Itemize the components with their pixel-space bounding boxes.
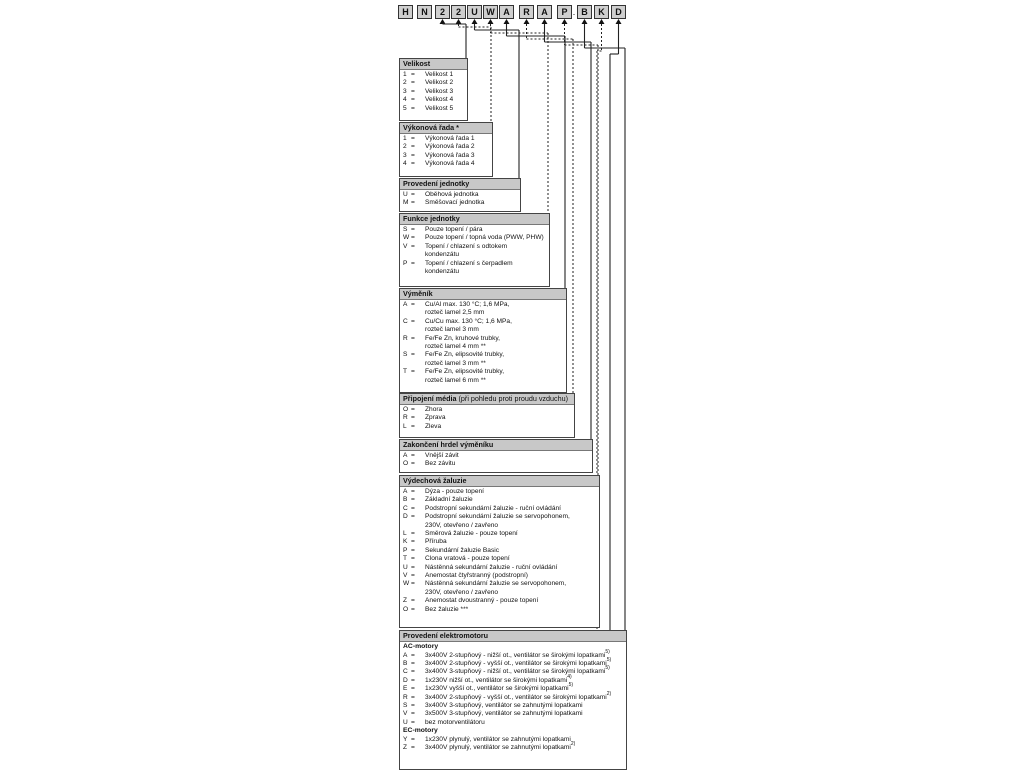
option-label: 3x400V 2-stupňový - nižší ot., ventilátor se širokými lopatkami	[425, 651, 606, 659]
option-label: Zleva	[425, 422, 442, 430]
option-row	[403, 309, 563, 317]
option-equals: =	[411, 735, 415, 743]
option-row	[403, 547, 596, 555]
option-equals	[411, 309, 425, 317]
option-equals: =	[411, 597, 415, 605]
option-label: Nástěnná sekundární žaluzie - ruční ovládání	[425, 563, 558, 571]
option-row	[403, 199, 517, 207]
option-row	[403, 597, 596, 605]
option-key	[403, 343, 411, 351]
option-equals: =	[411, 693, 415, 701]
option-box-title	[400, 123, 492, 134]
option-row	[403, 555, 596, 563]
option-label: kondenzátu	[425, 268, 460, 276]
option-key: E	[403, 685, 408, 693]
option-equals: =	[411, 651, 415, 659]
option-row	[403, 572, 596, 580]
option-row	[403, 143, 489, 151]
option-label: Výkonová řada 3	[425, 151, 475, 159]
option-equals: =	[411, 605, 415, 613]
option-box-title	[400, 394, 574, 405]
option-row	[403, 741, 623, 752]
option-box-title-note: (při pohledu proti proudu vzduchu)	[456, 394, 569, 403]
option-row	[403, 368, 563, 376]
option-key: S	[403, 351, 408, 359]
option-row	[403, 580, 596, 588]
option-label: Směšovací jednotka	[425, 199, 485, 207]
option-key: A	[403, 452, 408, 459]
option-equals	[411, 360, 425, 368]
option-row	[403, 243, 546, 251]
code-cell-1: H	[398, 5, 413, 19]
option-equals: =	[411, 160, 415, 168]
option-row	[403, 648, 623, 660]
option-equals: =	[411, 79, 415, 87]
option-equals: =	[411, 301, 415, 308]
option-key: D	[403, 513, 408, 521]
code-cell-10: P	[557, 5, 572, 19]
option-key: L	[403, 530, 407, 538]
option-row	[403, 251, 546, 259]
option-equals: =	[411, 191, 415, 198]
connector-arrow	[456, 19, 462, 24]
option-key: R	[403, 414, 408, 422]
option-key: S	[403, 702, 408, 710]
option-row	[403, 665, 623, 676]
connector-arrow	[599, 19, 605, 24]
option-equals: =	[411, 414, 415, 422]
option-equals: =	[411, 460, 415, 468]
option-row	[403, 513, 596, 521]
option-key: 3	[403, 87, 407, 95]
option-row	[403, 260, 546, 268]
option-label: 3x400V 2-stupňový - vyšší ot., ventilátor se širokými lopatkami	[425, 660, 607, 667]
option-label: Anemostat dvoustranný - pouze topení	[425, 597, 539, 605]
option-row	[403, 406, 571, 414]
option-equals	[411, 522, 425, 530]
option-row	[403, 682, 623, 693]
option-label: bez motorventilátoru	[425, 718, 485, 726]
footnote-mark: 5)	[605, 648, 610, 655]
option-key: Y	[403, 735, 408, 743]
connector-arrow	[616, 19, 622, 24]
option-equals: =	[411, 96, 415, 104]
code-cell-3: 2	[435, 5, 450, 19]
option-row	[403, 191, 517, 199]
option-equals: =	[411, 513, 415, 521]
option-key: V	[403, 572, 408, 580]
option-box	[399, 475, 600, 628]
option-equals: =	[411, 71, 415, 78]
option-box-title-text: Funkce jednotky	[403, 214, 460, 223]
option-row	[403, 318, 563, 326]
option-equals: =	[411, 151, 415, 159]
option-label: Anemostat čtyřstranný (podstropní)	[425, 572, 528, 580]
option-row	[403, 488, 596, 496]
option-key: 1	[403, 135, 407, 142]
option-key: P	[403, 259, 408, 267]
code-separator: .	[572, 7, 576, 17]
option-equals: =	[411, 563, 415, 571]
option-equals: =	[411, 368, 415, 376]
option-key	[403, 326, 411, 334]
code-cell-7: A	[499, 5, 514, 19]
option-key: T	[403, 555, 408, 563]
option-key	[403, 309, 411, 317]
option-key: R	[403, 693, 408, 701]
option-equals: =	[411, 242, 415, 250]
option-label: Podstropní sekundární žaluzie se servopohonem,	[425, 513, 570, 521]
option-key: M	[403, 199, 409, 207]
option-row	[403, 702, 623, 710]
option-key: U	[403, 563, 408, 571]
option-equals: =	[411, 406, 415, 413]
option-label: Topení / chlazení s odtokem	[425, 242, 508, 250]
option-key: B	[403, 496, 408, 504]
option-key: Z	[403, 597, 408, 605]
option-key: R	[403, 334, 408, 342]
option-equals: =	[411, 702, 415, 710]
option-key: O	[403, 605, 409, 613]
option-row	[403, 452, 589, 460]
code-cell-13: D	[611, 5, 626, 19]
code-cell-12: K	[594, 5, 609, 19]
option-row	[403, 538, 596, 546]
option-equals: =	[411, 530, 415, 538]
option-label: 230V, otevřeno / zavřeno	[425, 521, 499, 529]
option-label: 230V, otevřeno / zavřeno	[425, 588, 499, 596]
option-label: 1x230V plynulý, ventilátor se zahnutými lopatkami	[425, 735, 571, 743]
option-row	[403, 301, 563, 309]
footnote-mark: 2)	[570, 741, 576, 748]
option-label: Směrová žaluzie - pouze topení	[425, 530, 518, 538]
option-label: Velikost 1	[425, 71, 454, 78]
option-box	[399, 630, 627, 770]
option-label: 1x230V vyšší ot., ventilátor se širokými lopatkami	[425, 685, 569, 693]
option-key: 4	[403, 96, 407, 104]
option-row	[403, 377, 563, 385]
option-key: B	[403, 660, 408, 667]
option-equals	[411, 268, 425, 276]
option-label: Cu/Al max. 130 °C; 1,6 MPa,	[425, 301, 510, 308]
option-label: Topení / chlazení s čerpadlem	[425, 259, 513, 267]
option-row	[403, 673, 623, 685]
option-box-title-text: Výkonová řada *	[403, 123, 459, 132]
option-equals: =	[411, 538, 415, 546]
option-equals: =	[411, 234, 415, 242]
option-label: Sekundární žaluzie Basic	[425, 546, 500, 554]
option-key: 2	[403, 143, 407, 151]
code-cell-8: R	[519, 5, 534, 19]
option-key: 2	[403, 79, 407, 87]
option-key: Z	[403, 744, 408, 752]
option-equals: =	[411, 580, 415, 588]
option-row	[403, 160, 489, 168]
option-equals: =	[411, 226, 415, 233]
option-box	[399, 178, 521, 212]
option-key	[403, 251, 411, 259]
code-cell-4: 2	[451, 5, 466, 19]
option-row	[403, 343, 563, 351]
option-key: W	[403, 234, 410, 242]
option-label: 3x500V 3-stupňový, ventilátor se zahnutými lopatkami	[425, 710, 583, 718]
option-label: Výkonová řada 4	[425, 160, 475, 168]
option-label: Velikost 4	[425, 96, 454, 104]
option-equals: =	[411, 710, 415, 718]
option-label: 3x400V 2-stupňový - vyšší ot., ventilátor se širokými lopatkami	[425, 693, 607, 701]
option-label: Fe/Fe Zn, elipsovité trubky,	[425, 351, 505, 359]
option-row	[403, 460, 589, 468]
option-box	[399, 122, 493, 177]
footnote-mark: 4)	[567, 673, 572, 680]
option-row	[403, 96, 464, 104]
option-box-title	[400, 59, 467, 70]
option-key: C	[403, 317, 408, 325]
option-row	[403, 71, 464, 79]
code-cell-2: N	[417, 5, 432, 19]
option-box-title	[400, 179, 520, 190]
option-key: U	[403, 191, 408, 198]
option-equals: =	[411, 488, 415, 495]
connector-arrow	[562, 19, 568, 24]
option-box-title-text: Provedení jednotky	[403, 179, 470, 188]
option-equals: =	[411, 104, 415, 112]
option-box	[399, 58, 468, 121]
option-row	[403, 530, 596, 538]
option-label: rozteč lamel 6 mm **	[425, 376, 486, 384]
option-equals: =	[411, 334, 415, 342]
option-box-title	[400, 214, 549, 225]
option-row	[403, 589, 596, 597]
option-box	[399, 213, 550, 287]
option-key: V	[403, 242, 408, 250]
option-row	[403, 105, 464, 113]
option-box-title-text: Zakončení hrdel výměníku	[403, 440, 494, 449]
code-cell-6: W	[483, 5, 498, 19]
option-row	[403, 226, 546, 234]
option-key: 4	[403, 160, 407, 168]
option-box-title	[400, 440, 592, 451]
option-key: A	[403, 651, 408, 659]
option-row	[403, 522, 596, 530]
connector-arrow	[488, 19, 494, 24]
option-label: kondenzátu	[425, 251, 460, 259]
option-label: rozteč lamel 4 mm **	[425, 343, 486, 351]
option-row	[403, 135, 489, 143]
option-equals	[411, 251, 425, 259]
option-equals	[411, 377, 425, 385]
option-box-title	[400, 289, 566, 300]
option-label: Velikost 2	[425, 79, 454, 87]
option-equals: =	[411, 199, 415, 207]
option-row	[403, 360, 563, 368]
option-equals: =	[411, 317, 415, 325]
option-equals	[411, 343, 425, 351]
option-label: Výkonová řada 2	[425, 143, 475, 151]
option-key: 5	[403, 104, 407, 112]
option-group-heading: AC-motory	[403, 643, 439, 650]
option-row	[403, 496, 596, 504]
option-row	[403, 234, 546, 242]
option-equals: =	[411, 496, 415, 504]
option-equals: =	[411, 143, 415, 151]
option-key: C	[403, 504, 408, 512]
code-cell-5: U	[467, 5, 482, 19]
connector-arrow	[582, 19, 588, 24]
option-label: Cu/Cu max. 130 °C; 1,6 MPa,	[425, 317, 512, 325]
option-row	[403, 414, 571, 422]
option-key: A	[403, 301, 408, 308]
option-label: 3x400V plynulý, ventilátor se zahnutými lopatkami	[425, 744, 571, 752]
option-row	[403, 690, 623, 702]
option-key	[403, 360, 411, 368]
option-equals: =	[411, 351, 415, 359]
option-equals: =	[411, 660, 415, 667]
option-key: A	[403, 488, 408, 495]
option-equals: =	[411, 718, 415, 726]
option-row	[403, 710, 623, 718]
option-row	[403, 657, 623, 668]
option-key: O	[403, 406, 409, 413]
option-key: K	[403, 538, 408, 546]
option-label: rozteč lamel 3 mm **	[425, 359, 486, 367]
option-box-title-text: Provedení elektromotoru	[403, 631, 489, 640]
connector-arrow	[504, 19, 510, 24]
option-row	[403, 736, 623, 744]
option-label: Zhora	[425, 406, 443, 413]
option-row	[403, 152, 489, 160]
option-row	[403, 564, 596, 572]
option-key: W	[403, 580, 410, 588]
connector-arrow	[472, 19, 478, 24]
connector-arrow	[440, 19, 446, 24]
option-label: Clona vratová - pouze topení	[425, 555, 510, 563]
option-box-title-text: Výměník	[403, 289, 433, 298]
option-key	[403, 522, 411, 530]
option-row	[403, 351, 563, 359]
option-row	[403, 326, 563, 334]
option-row	[403, 268, 546, 276]
option-equals: =	[411, 135, 415, 142]
option-row	[403, 88, 464, 96]
option-key	[403, 589, 411, 597]
option-box-title-text: Výdechová žaluzie	[403, 476, 467, 485]
option-equals: =	[411, 504, 415, 512]
option-label: Podstropní sekundární žaluzie - ruční ovládání	[425, 504, 561, 512]
option-key	[403, 268, 411, 276]
option-label: 3x400V 3-stupňový - nižší ot., ventilátor se širokými lopatkami	[425, 668, 606, 676]
option-box-title-text: Připojení média	[403, 394, 457, 403]
option-equals	[411, 589, 425, 597]
option-key: 1	[403, 71, 407, 78]
option-label: Pouze topení / pára	[425, 226, 483, 233]
footnote-mark: 2)	[606, 690, 612, 697]
option-label: Vnější závit	[425, 452, 459, 459]
option-label: Základní žaluzie	[425, 496, 473, 504]
option-equals	[411, 326, 425, 334]
option-equals: =	[411, 685, 415, 693]
option-equals: =	[411, 744, 415, 752]
option-row	[403, 79, 464, 87]
option-label: Fe/Fe Zn, elipsovité trubky,	[425, 368, 505, 376]
connector-arrow	[524, 19, 530, 24]
option-equals: =	[411, 422, 415, 430]
option-label: Výkonová řada 1	[425, 135, 475, 142]
option-label: Příruba	[425, 538, 447, 546]
option-key: L	[403, 422, 407, 430]
option-label: Nástěnná sekundární žaluzie se servopohonem,	[425, 580, 567, 588]
option-label: 3x400V 3-stupňový, ventilátor se zahnutými lopatkami	[425, 702, 583, 710]
option-key: S	[403, 226, 408, 233]
option-box	[399, 439, 593, 473]
option-key: O	[403, 460, 409, 468]
option-label: Bez žaluzie ***	[425, 605, 469, 613]
connector-arrow	[542, 19, 548, 24]
option-box-title	[400, 476, 599, 487]
option-key: 3	[403, 151, 407, 159]
option-label: Velikost 5	[425, 104, 454, 112]
option-key: U	[403, 718, 408, 726]
option-key: T	[403, 368, 408, 376]
option-label: Bez závitu	[425, 460, 456, 468]
option-key	[403, 377, 411, 385]
option-equals: =	[411, 668, 415, 676]
option-row	[403, 719, 623, 727]
option-row	[403, 505, 596, 513]
option-row	[403, 335, 563, 343]
option-equals: =	[411, 676, 415, 684]
option-key: C	[403, 668, 408, 676]
option-row	[403, 423, 571, 431]
option-key: D	[403, 676, 408, 684]
option-equals: =	[411, 452, 415, 459]
option-label: Oběhová jednotka	[425, 191, 479, 198]
code-cell-11: B	[577, 5, 592, 19]
footnote-mark: 5)	[605, 665, 610, 672]
option-key: P	[403, 546, 408, 554]
option-label: Pouze topení / topná voda (PWW, PHW)	[425, 234, 544, 242]
footnote-mark: 5)	[606, 657, 612, 663]
option-label: Fe/Fe Zn, kruhové trubky,	[425, 334, 501, 342]
option-equals: =	[411, 87, 415, 95]
footnote-mark: 5)	[568, 682, 574, 689]
option-key: V	[403, 710, 408, 718]
option-group-heading: EC-motory	[403, 727, 438, 735]
option-label: Velikost 3	[425, 87, 454, 95]
option-box-title	[400, 631, 626, 642]
option-label: 1x230V nižší ot., ventilátor se širokými lopatkami	[425, 676, 568, 684]
option-equals: =	[411, 259, 415, 267]
option-label: Dýza - pouze topení	[425, 488, 485, 495]
option-box-title-text: Velikost	[403, 59, 431, 68]
code-cell-9: A	[537, 5, 552, 19]
option-label: rozteč lamel 2,5 mm	[425, 309, 485, 317]
option-equals: =	[411, 546, 415, 554]
option-box	[399, 393, 575, 438]
option-equals: =	[411, 572, 415, 580]
option-box	[399, 288, 567, 393]
option-row	[403, 606, 596, 614]
option-label: Zprava	[425, 414, 446, 422]
option-equals: =	[411, 555, 415, 563]
option-label: rozteč lamel 3 mm	[425, 326, 479, 334]
